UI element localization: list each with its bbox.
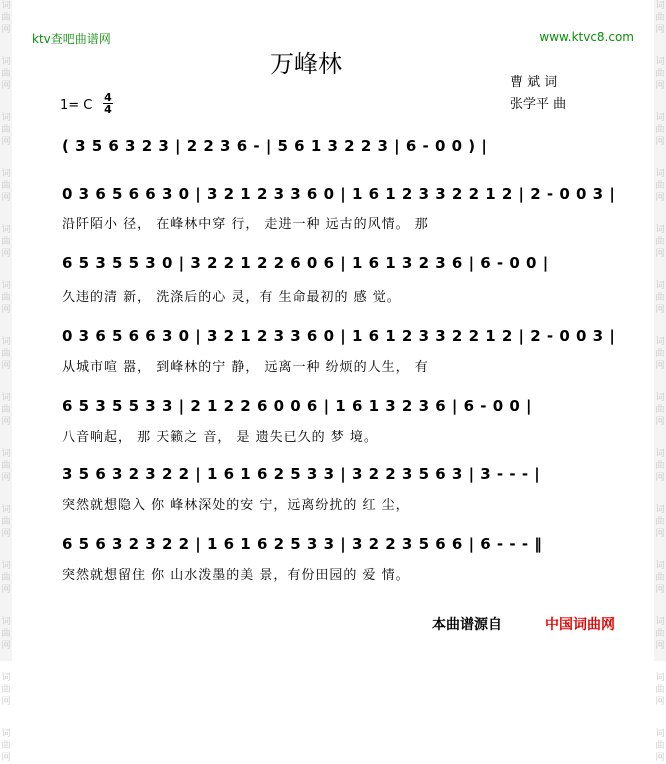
watermark-char: 曲 (655, 405, 665, 415)
watermark-char: 词 (1, 1, 11, 11)
watermark-char: 词 (1, 113, 11, 123)
watermark-char: 曲 (655, 685, 665, 695)
watermark-char: 曲 (1, 629, 11, 639)
watermark-char: 词 (655, 225, 665, 235)
key-signature: 1= C (60, 98, 93, 113)
watermark-char: 词 (1, 449, 11, 459)
watermark-char: 网 (1, 641, 11, 651)
watermark-char: 网 (655, 81, 665, 91)
watermark-char: 词 (1, 393, 11, 403)
music-row-3: 6 5 3 5 5 3 0 | 3 2 2 1 2 2 6 0 6 | 1 6 1 3 2 3 6 | 6 - 0 0 | (62, 254, 549, 272)
music-row-4: 0 3 6 5 6 6 3 0 | 3 2 1 2 3 3 6 0 | 1 6 1 2 3 3 2 2 1 2 | 2 - 0 0 3 | (62, 327, 616, 345)
site-name-left: ktv查吧曲谱网 (32, 32, 111, 46)
watermark-char: 网 (655, 641, 665, 651)
watermark-char: 曲 (655, 125, 665, 135)
watermark-char: 网 (1, 473, 11, 483)
watermark-char: 曲 (655, 181, 665, 191)
lyricist-credit: 曹 斌 词 (510, 75, 558, 90)
watermark-char: 网 (1, 193, 11, 203)
music-row-6: 3 5 6 3 2 3 2 2 | 1 6 1 6 2 5 3 3 | 3 2 2 3 5 6 3 | 3 - - - | (62, 465, 541, 483)
music-row-1: ( 3 5 6 3 2 3 | 2 2 3 6 - | 5 6 1 3 2 2 3 | 6 - 0 0 ) | (62, 137, 488, 155)
watermark-char: 网 (655, 417, 665, 427)
lyric-row-2: 沿阡陌小 径， 在峰林中穿 行， 走进一种 远古的风情。 那 (62, 217, 429, 232)
watermark-char: 词 (655, 337, 665, 347)
watermark-char: 网 (655, 585, 665, 595)
watermark-char: 词 (655, 729, 665, 739)
watermark-char: 网 (1, 137, 11, 147)
watermark-char: 曲 (655, 349, 665, 359)
watermark-char: 词 (655, 393, 665, 403)
watermark-char: 网 (655, 25, 665, 35)
watermark-char: 曲 (1, 293, 11, 303)
watermark-char: 曲 (1, 181, 11, 191)
watermark-char: 词 (1, 617, 11, 627)
watermark-char: 网 (655, 697, 665, 707)
watermark-char: 词 (655, 673, 665, 683)
song-title: 万峰林 (270, 50, 342, 78)
watermark-char: 词 (655, 113, 665, 123)
watermark-char: 曲 (1, 13, 11, 23)
watermark-char: 网 (1, 753, 11, 763)
watermark-char: 词 (655, 281, 665, 291)
watermark-char: 曲 (1, 349, 11, 359)
watermark-char: 网 (655, 473, 665, 483)
watermark-char: 曲 (1, 517, 11, 527)
watermark-char: 词 (655, 1, 665, 11)
watermark-char: 曲 (1, 69, 11, 79)
music-row-5: 6 5 3 5 5 3 3 | 2 1 2 2 6 0 0 6 | 1 6 1 3 2 3 6 | 6 - 0 0 | (62, 397, 533, 415)
composer-credit: 张学平 曲 (510, 97, 567, 112)
watermark-char: 曲 (655, 13, 665, 23)
watermark-char: 词 (1, 561, 11, 571)
watermark-char: 网 (1, 305, 11, 315)
watermark-char: 词 (655, 505, 665, 515)
watermark-char: 网 (1, 529, 11, 539)
lyric-row-5: 八音响起， 那 天籁之 音， 是 遗失已久的 梦 境。 (62, 430, 378, 445)
watermark-char: 词 (655, 561, 665, 571)
watermark-char: 曲 (655, 573, 665, 583)
watermark-char: 网 (1, 249, 11, 259)
watermark-char: 词 (1, 673, 11, 683)
watermark-char: 曲 (1, 741, 11, 751)
watermark-char: 词 (655, 617, 665, 627)
watermark-char: 网 (655, 529, 665, 539)
lyric-row-4: 从城市喧 嚣， 到峰林的宁 静， 远离一种 纷烦的人生， 有 (62, 360, 429, 375)
watermark-char: 曲 (655, 741, 665, 751)
time-signature-bottom: 4 (104, 103, 112, 116)
lyric-row-6: 突然就想隐入 你 峰林深处的安 宁，远离纷扰的 红 尘， (62, 498, 410, 513)
watermark-char: 曲 (655, 237, 665, 247)
watermark-char: 词 (655, 169, 665, 179)
watermark-char: 词 (1, 729, 11, 739)
music-row-2: 0 3 6 5 6 6 3 0 | 3 2 1 2 3 3 6 0 | 1 6 1 2 3 3 2 2 1 2 | 2 - 0 0 3 | (62, 185, 616, 203)
watermark-char: 词 (655, 57, 665, 67)
watermark-char: 词 (1, 57, 11, 67)
watermark-char: 网 (1, 417, 11, 427)
watermark-char: 词 (1, 337, 11, 347)
source-label: 本曲谱源自 (432, 617, 502, 633)
watermark-char: 网 (655, 137, 665, 147)
watermark-char: 网 (1, 81, 11, 91)
lyric-row-7: 突然就想留住 你 山水泼墨的美 景，有份田园的 爱 情。 (62, 568, 410, 583)
watermark-char: 网 (655, 753, 665, 763)
watermark-char: 曲 (655, 629, 665, 639)
watermark-char: 网 (1, 585, 11, 595)
watermark-char: 曲 (655, 517, 665, 527)
watermark-char: 网 (1, 25, 11, 35)
watermark-char: 曲 (655, 461, 665, 471)
watermark-char: 曲 (655, 293, 665, 303)
watermark-char: 词 (1, 169, 11, 179)
time-signature-top: 4 (104, 91, 112, 104)
watermark-char: 词 (1, 225, 11, 235)
watermark-char: 网 (655, 249, 665, 259)
music-row-7: 6 5 6 3 2 3 2 2 | 1 6 1 6 2 5 3 3 | 3 2 2 3 5 6 6 | 6 - - - ‖ (62, 535, 543, 553)
watermark-char: 词 (1, 281, 11, 291)
watermark-char: 曲 (1, 461, 11, 471)
watermark-char: 网 (1, 361, 11, 371)
watermark-char: 网 (655, 193, 665, 203)
watermark-char: 词 (655, 449, 665, 459)
watermark-char: 网 (655, 305, 665, 315)
watermark-char: 曲 (1, 405, 11, 415)
watermark-char: 曲 (1, 573, 11, 583)
watermark-char: 曲 (1, 125, 11, 135)
lyric-row-3: 久违的清 新， 洗涤后的心 灵，有 生命最初的 感 觉。 (62, 290, 401, 305)
watermark-char: 曲 (1, 685, 11, 695)
watermark-char: 网 (1, 697, 11, 707)
watermark-char: 曲 (1, 237, 11, 247)
watermark-char: 词 (1, 505, 11, 515)
watermark-char: 网 (655, 361, 665, 371)
source-site: 中国词曲网 (545, 617, 615, 633)
site-url-right: www.ktvc8.com (539, 30, 634, 44)
watermark-char: 曲 (655, 69, 665, 79)
